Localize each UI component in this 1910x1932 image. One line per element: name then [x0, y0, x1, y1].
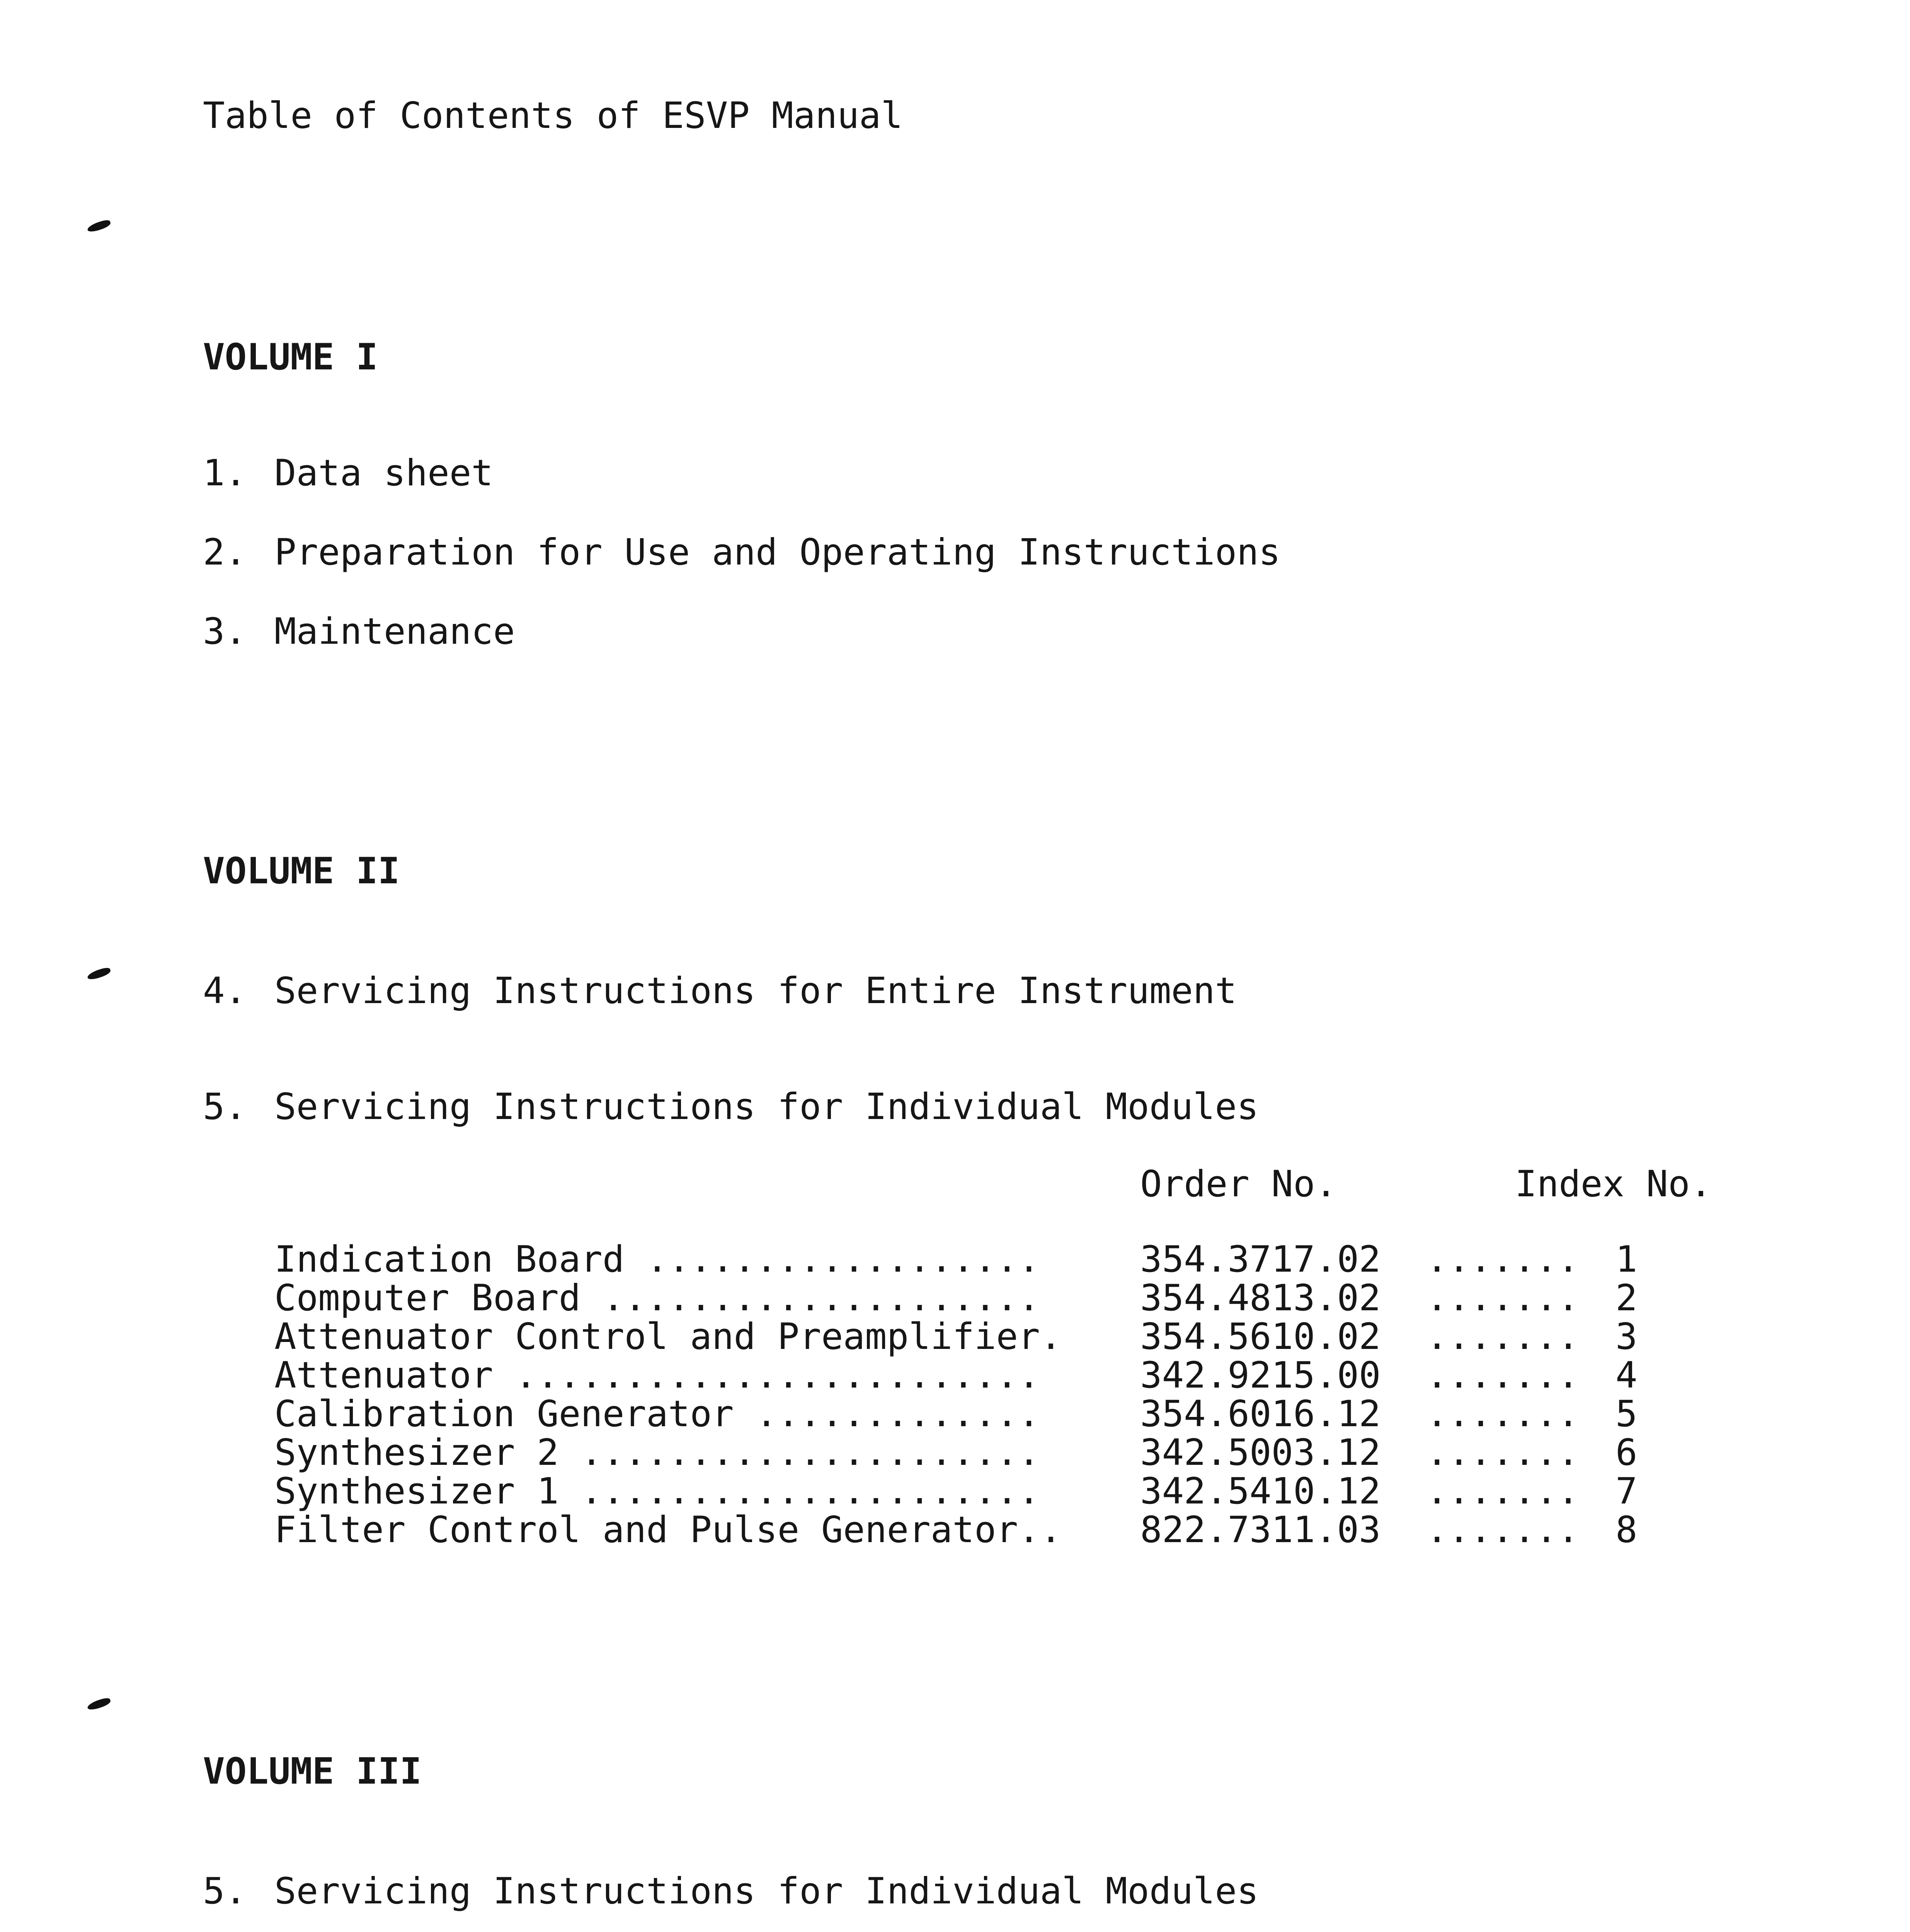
leader-dots: .......	[1426, 1354, 1580, 1396]
table-row	[274, 1240, 1666, 1279]
index-number: 7	[1615, 1470, 1638, 1512]
list-item-number: 5.	[203, 1870, 247, 1912]
module-name: Attenuator Control and Preamplifier.	[274, 1316, 1062, 1358]
module-name: Synthesizer 1 .....................	[274, 1470, 1040, 1512]
list-item-text: Preparation for Use and Operating Instructions	[274, 531, 1281, 573]
module-name: Indication Board ..................	[274, 1238, 1040, 1281]
list-item-number: 3.	[203, 611, 247, 653]
module-name: Synthesizer 2 .....................	[274, 1432, 1040, 1474]
order-number: 354.4813.02	[1140, 1277, 1381, 1319]
list-item-number: 1.	[203, 452, 247, 494]
index-number: 5	[1615, 1393, 1638, 1435]
order-number: 354.3717.02	[1140, 1238, 1381, 1281]
margin-mark	[86, 219, 111, 233]
list-item-text: Servicing Instructions for Entire Instrument	[274, 970, 1237, 1012]
leader-dots: .......	[1426, 1432, 1580, 1474]
leader-dots: .......	[1426, 1509, 1580, 1551]
margin-mark	[86, 1697, 111, 1711]
module-name: Calibration Generator .............	[274, 1393, 1040, 1435]
order-number: 342.9215.00	[1140, 1354, 1381, 1396]
list-item-text: Servicing Instructions for Individual Modules	[274, 1086, 1259, 1128]
list-item-text: Servicing Instructions for Individual Modules	[274, 1870, 1259, 1912]
column-header-index: Index No.	[1515, 1163, 1712, 1205]
page-title: Table of Contents of ESVP Manual	[203, 95, 903, 137]
index-number: 2	[1615, 1277, 1638, 1319]
table-row	[274, 1472, 1666, 1511]
margin-mark	[86, 966, 111, 981]
index-number: 1	[1615, 1238, 1638, 1281]
table-row	[274, 1279, 1666, 1318]
index-number: 4	[1615, 1354, 1638, 1396]
table-row	[274, 1511, 1666, 1549]
table-row	[274, 1434, 1666, 1472]
leader-dots: .......	[1426, 1470, 1580, 1512]
leader-dots: .......	[1426, 1316, 1580, 1358]
order-number: 354.5610.02	[1140, 1316, 1381, 1358]
order-number: 822.7311.03	[1140, 1509, 1381, 1551]
list-item-text: Data sheet	[274, 452, 493, 494]
leader-dots: .......	[1426, 1393, 1580, 1435]
module-name: Filter Control and Pulse Generator..	[274, 1509, 1062, 1551]
table-row	[274, 1318, 1666, 1356]
volume-1-heading: VOLUME I	[203, 336, 378, 378]
index-number: 6	[1615, 1432, 1638, 1474]
module-name: Computer Board ....................	[274, 1277, 1040, 1319]
table-row	[274, 1395, 1666, 1434]
module-name: Attenuator ........................	[274, 1354, 1040, 1396]
leader-dots: .......	[1426, 1238, 1580, 1281]
list-item-text: Maintenance	[274, 611, 515, 653]
order-number: 342.5003.12	[1140, 1432, 1381, 1474]
list-item-number: 4.	[203, 970, 247, 1012]
volume-3-heading: VOLUME III	[203, 1750, 422, 1793]
order-number: 342.5410.12	[1140, 1470, 1381, 1512]
list-item-number: 5.	[203, 1086, 247, 1128]
list-item-number: 2.	[203, 531, 247, 573]
order-number: 354.6016.12	[1140, 1393, 1381, 1435]
index-number: 3	[1615, 1316, 1638, 1358]
index-number: 8	[1615, 1509, 1638, 1551]
leader-dots: .......	[1426, 1277, 1580, 1319]
table-row	[274, 1356, 1666, 1395]
column-header-order: Order No.	[1140, 1163, 1337, 1205]
volume-2-heading: VOLUME II	[203, 850, 400, 892]
